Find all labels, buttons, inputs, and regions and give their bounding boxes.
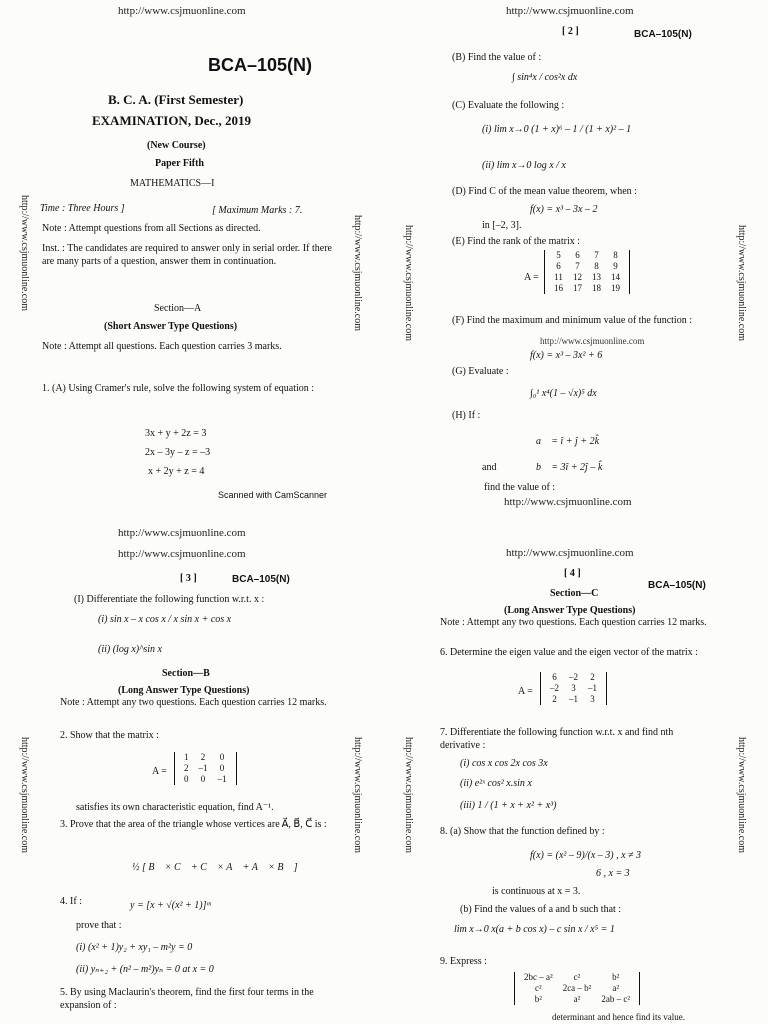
matrix-e-cell: 16: [554, 283, 563, 293]
question-9: 9. Express :: [440, 956, 487, 967]
matrix-9-cell: 2ca – b²: [562, 983, 592, 993]
matrix-9-cell: a²: [612, 983, 620, 993]
section-subtitle: (Long Answer Type Questions): [504, 605, 636, 616]
question-8a-f2: 6 , x = 3: [596, 868, 630, 879]
matrix-9-row: [519, 972, 635, 983]
section-note: Note : Attempt all questions. Each question carries 3 marks.: [42, 341, 282, 352]
question-7-i: (i) cos x cos 2x cos 3x: [460, 758, 548, 769]
matrix-6-cell: –1: [569, 694, 578, 704]
side-url-right[interactable]: http://www.csjmuonline.com: [736, 225, 747, 342]
matrix-9-row: [519, 983, 635, 994]
question-e: (E) Find the rank of the matrix :: [452, 236, 581, 247]
and-label: and: [482, 462, 497, 473]
matrix-9-cell: b²: [612, 972, 620, 982]
vector-b: b⃗ = 3î + 2ĵ – k̂: [536, 462, 603, 473]
matrix-6-cell: 3: [590, 694, 595, 704]
question-i: (I) Differentiate the following function w.r.t. x :: [74, 594, 265, 605]
section-note: Note : Attempt any two questions. Each question carries 12 marks.: [60, 697, 327, 708]
matrix-2-cell: 0: [219, 763, 225, 773]
question-8b-expr: lim x→0 x(a + b cos x) – c sin x / x⁵ = 1: [454, 924, 615, 935]
matrix-2: [174, 752, 237, 785]
matrix-9-cell: 2bc – a²: [524, 972, 553, 982]
max-marks-label: [ Maximum Marks : 7.: [212, 205, 303, 216]
question-d-interval: in [–2, 3].: [482, 220, 522, 231]
question-7-iii: (iii) 1 / (1 + x + x² + x³): [460, 800, 557, 811]
matrix-6-cell: 2: [552, 694, 557, 704]
side-url-right[interactable]: http://www.csjmuonline.com: [352, 737, 363, 854]
matrix-e-cell: 14: [611, 272, 620, 282]
matrix-e-row: [549, 261, 625, 272]
matrix-e-row: [549, 272, 625, 283]
matrix-e-cell: 12: [573, 272, 582, 282]
question-f: (F) Find the maximum and minimum value of the function :: [452, 315, 692, 326]
page-number: [ 2 ]: [562, 26, 579, 37]
matrix-label: A =: [518, 686, 533, 697]
side-url-left[interactable]: http://www.csjmuonline.com: [19, 737, 30, 854]
matrix-9-cell: c²: [534, 983, 542, 993]
matrix-e-cell: 11: [554, 272, 563, 282]
section-title: Section—B: [162, 668, 210, 679]
matrix-6: [540, 672, 607, 705]
question-9-tail: determinant and hence find its value.: [552, 1012, 685, 1022]
question-i-i: (i) sin x – x cos x / x sin x + cos x: [98, 614, 232, 625]
new-course: (New Course): [147, 140, 206, 151]
question-2-tail: satisfies its own characteristic equation, find A⁻¹.: [76, 802, 274, 813]
matrix-2-row: [179, 774, 232, 785]
question-8a-tail: is continuous at x = 3.: [492, 886, 581, 897]
matrix-6-cell: –1: [588, 683, 597, 693]
matrix-2-cell: 0: [219, 752, 225, 762]
matrix-e-cell: 17: [573, 283, 582, 293]
question-d-expr: f(x) = x³ – 3x – 2: [530, 204, 598, 215]
question-8a-f1: f(x) = (x² – 9)/(x – 3) , x ≠ 3: [530, 850, 642, 861]
header-url[interactable]: http://www.csjmuonline.com: [506, 547, 634, 559]
question-i-ii: (ii) (log x)^sin x: [98, 644, 162, 655]
page-3: [0, 512, 384, 1024]
question-f-expr: f(x) = x³ – 3x² + 6: [530, 350, 603, 361]
side-url-right[interactable]: http://www.csjmuonline.com: [352, 215, 363, 332]
page-number: [ 4 ]: [564, 568, 581, 579]
vector-a: a⃗ = î + ĵ + 2k̂: [536, 436, 600, 447]
section-subtitle: (Short Answer Type Questions): [104, 321, 238, 332]
equation-1: 3x + y + 2z = 3: [145, 428, 207, 439]
question-2: 2. Show that the matrix :: [60, 730, 159, 741]
note-general: Note : Attempt questions from all Sections as directed.: [42, 223, 261, 234]
question-3-expr: ½ [ B⃗ × C⃗ + C⃗ × A⃗ + A⃗ × B⃗ ]: [132, 862, 298, 873]
question-4-ii: (ii) yₙ₊₂ + (n² – m²)yₙ = 0 at x = 0: [76, 964, 214, 975]
matrix-2-cell: 1: [184, 752, 189, 762]
matrix-9: [514, 972, 640, 1005]
page-1: [0, 0, 384, 512]
find-value-label: find the value of :: [484, 482, 556, 493]
matrix-9-cell: c²: [573, 972, 581, 982]
matrix-9-cell: b²: [534, 994, 542, 1004]
question-c-ii: (ii) lim x→0 log x / x: [482, 160, 566, 171]
scanner-watermark: Scanned with CamScanner: [218, 490, 328, 500]
question-1a: 1. (A) Using Cramer's rule, solve the following system of equation :: [42, 383, 315, 394]
matrix-e-row: [549, 250, 625, 261]
matrix-9-cell: a²: [573, 994, 581, 1004]
section-title: Section—A: [154, 303, 202, 314]
question-d: (D) Find C of the mean value theorem, when :: [452, 186, 637, 197]
instructions: Inst. : The candidates are required to answer only in serial order. If there are many parts of a question, answer them in continuation.: [42, 243, 332, 267]
matrix-6-cell: –2: [550, 683, 559, 693]
section-subtitle: (Long Answer Type Questions): [118, 685, 250, 696]
inline-url[interactable]: http://www.csjmuonline.com: [540, 336, 645, 346]
matrix-6-cell: –2: [569, 672, 578, 682]
matrix-e-cell: 7: [575, 261, 580, 271]
question-g: (G) Evaluate :: [452, 366, 509, 377]
matrix-6-row: [545, 694, 602, 705]
side-url-left[interactable]: http://www.csjmuonline.com: [19, 195, 30, 312]
header-url[interactable]: http://www.csjmuonline.com: [506, 5, 634, 17]
matrix-9-row: [519, 994, 635, 1005]
matrix-label: A =: [524, 272, 539, 283]
question-c: (C) Evaluate the following :: [452, 100, 565, 111]
matrix-2-cell: –1: [217, 774, 227, 784]
section-title: Section—C: [550, 588, 599, 599]
matrix-2-cell: 2: [184, 763, 189, 773]
matrix-e-cell: 5: [556, 250, 561, 260]
paper-code: BCA–105(N): [208, 55, 313, 75]
equation-2: 2x – 3y – z = –3: [145, 447, 211, 458]
question-c-i: (i) lim x→0 (1 + x)⁶ – 1 / (1 + x)² – 1: [482, 124, 632, 135]
matrix-2-cell: 0: [200, 774, 206, 784]
matrix-e-cell: 8: [594, 261, 599, 271]
matrix-6-cell: 2: [590, 672, 595, 682]
question-4-expr: y = [x + √(x² + 1)]ᵐ: [130, 900, 211, 911]
matrix-e-cell: 9: [613, 261, 618, 271]
matrix-e: [544, 250, 630, 294]
paper-code: BCA–105(N): [648, 580, 706, 591]
page-4: [384, 512, 768, 1024]
matrix-e-cell: 7: [594, 250, 599, 260]
side-url-left[interactable]: http://www.csjmuonline.com: [403, 225, 414, 342]
question-b-expr: ∫ sin⁴x / cos²x dx: [512, 72, 578, 83]
matrix-6-cell: 6: [552, 672, 557, 682]
question-5: 5. By using Maclaurin's theorem, find the first four terms in the expansion of :: [60, 987, 314, 1011]
matrix-e-cell: 13: [592, 272, 601, 282]
section-note: Note : Attempt any two questions. Each question carries 12 marks.: [440, 617, 707, 628]
header-url-1[interactable]: http://www.csjmuonline.com: [118, 527, 246, 539]
question-4-i: (i) (x² + 1)y₂ + xy₁ – m²y = 0: [76, 942, 193, 953]
matrix-2-row: [179, 763, 232, 774]
header-url-2[interactable]: http://www.csjmuonline.com: [118, 548, 246, 560]
question-7-ii: (ii) e²ˣ cos² x.sin x: [460, 778, 532, 789]
matrix-e-cell: 18: [592, 283, 601, 293]
matrix-e-row: [549, 283, 625, 294]
matrix-6-row: [545, 672, 602, 683]
matrix-6-cell: 3: [571, 683, 576, 693]
matrix-e-cell: 6: [556, 261, 561, 271]
paper-code: BCA–105(N): [634, 29, 692, 40]
question-8b: (b) Find the values of a and b such that :: [460, 904, 622, 915]
side-url-left[interactable]: http://www.csjmuonline.com: [403, 737, 414, 854]
matrix-e-cell: 6: [575, 250, 580, 260]
matrix-6-row: [545, 683, 602, 694]
matrix-9-cell: 2ab – c²: [601, 994, 631, 1004]
matrix-2-row: [179, 752, 232, 763]
question-4: 4. If :: [60, 896, 82, 907]
equation-3: x + 2y + z = 4: [148, 466, 205, 477]
side-url-right[interactable]: http://www.csjmuonline.com: [736, 737, 747, 854]
page-number: [ 3 ]: [180, 573, 197, 584]
matrix-2-cell: 2: [200, 752, 206, 762]
matrix-2-cell: –1: [198, 763, 208, 773]
footer-url[interactable]: http://www.csjmuonline.com: [504, 496, 632, 508]
matrix-e-cell: 19: [611, 283, 620, 293]
prove-label: prove that :: [76, 920, 122, 931]
question-6: 6. Determine the eigen value and the eigen vector of the matrix :: [440, 647, 698, 658]
exam-title: EXAMINATION, Dec., 2019: [92, 113, 251, 128]
page-2: [384, 0, 768, 512]
question-8a: 8. (a) Show that the function defined by :: [440, 826, 605, 837]
time-label: Time : Three Hours ]: [40, 203, 125, 214]
question-7: 7. Differentiate the following function w.r.t. x and find nth derivative :: [440, 727, 674, 751]
paper-code: BCA–105(N): [232, 574, 290, 585]
course-title: B. C. A. (First Semester): [108, 92, 244, 107]
matrix-e-cell: 8: [613, 250, 618, 260]
paper-number: Paper Fifth: [155, 158, 204, 169]
header-url[interactable]: http://www.csjmuonline.com: [118, 5, 246, 17]
matrix-label: A =: [152, 766, 167, 777]
question-h: (H) If :: [452, 410, 481, 421]
subject-title: MATHEMATICS—I: [130, 178, 215, 189]
question-3: 3. Prove that the area of the triangle whose vertices are A⃗, B⃗, C⃗ is :: [60, 819, 327, 830]
matrix-2-cell: 0: [184, 774, 189, 784]
question-b: (B) Find the value of :: [452, 52, 542, 63]
question-g-expr: ∫₀¹ x⁴(1 – √x)⁵ dx: [530, 388, 597, 399]
